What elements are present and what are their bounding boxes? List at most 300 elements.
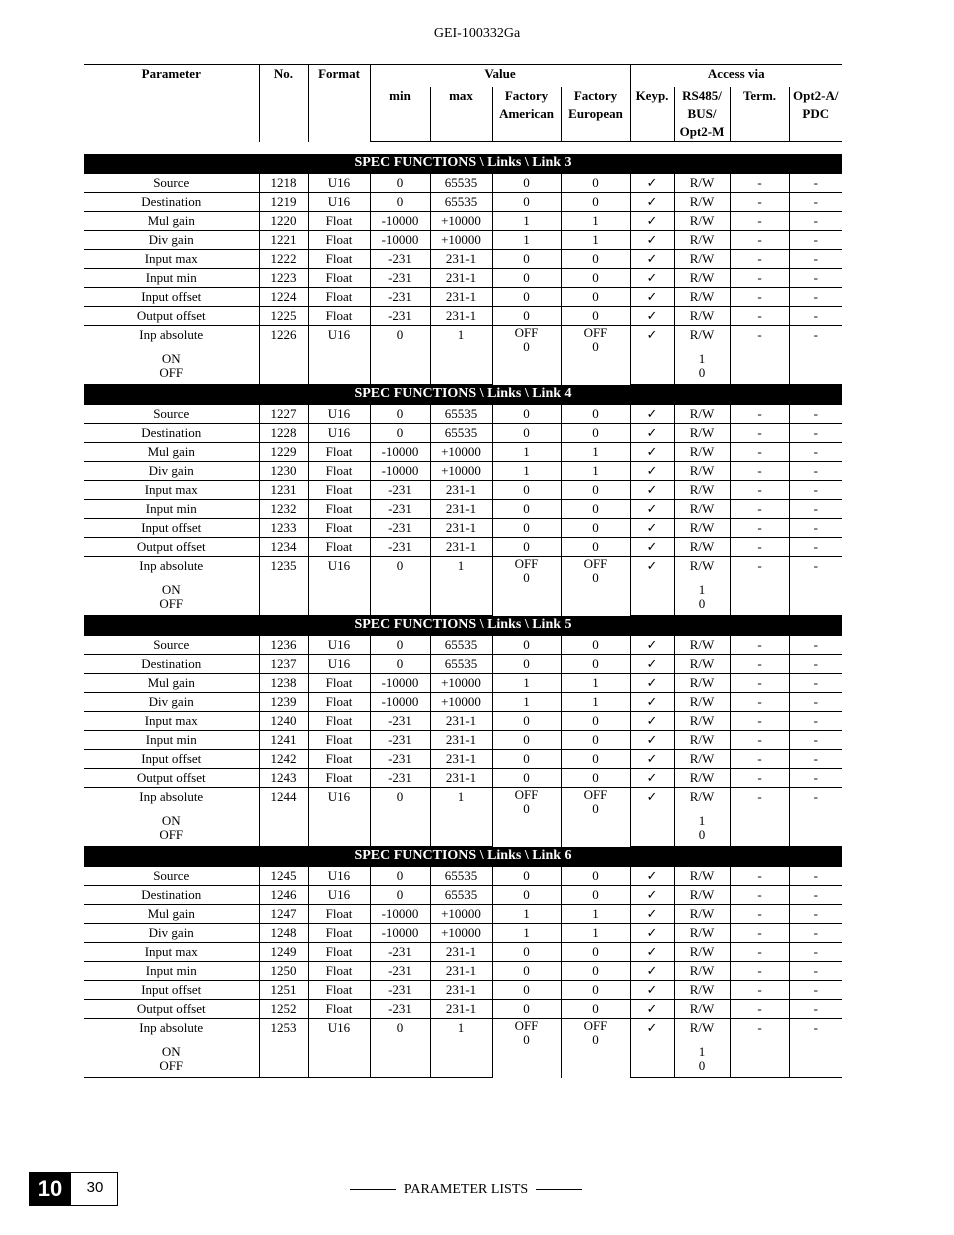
cell-format: Float xyxy=(308,769,370,788)
cell-opt: - xyxy=(789,405,842,424)
cell-rs: R/W xyxy=(674,405,730,424)
cell-max: 231-1 xyxy=(430,943,492,962)
cell-fe: 0 xyxy=(561,307,630,326)
cell-max-empty xyxy=(430,583,492,616)
cell-fe: 1 xyxy=(561,924,630,943)
cell-opt: - xyxy=(789,750,842,769)
cell-fe: 0 xyxy=(561,636,630,655)
cell-rs: R/W xyxy=(674,462,730,481)
cell-rs: R/W xyxy=(674,481,730,500)
cell-no: 1240 xyxy=(259,712,308,731)
cell-name: Destination xyxy=(84,424,259,443)
col-max: max xyxy=(430,87,492,142)
cell-keyp: ✓ xyxy=(630,905,674,924)
cell-max: 231-1 xyxy=(430,750,492,769)
cell-opt: - xyxy=(789,693,842,712)
cell-min: -231 xyxy=(370,750,430,769)
cell-max: 231-1 xyxy=(430,1000,492,1019)
cell-rs: R/W xyxy=(674,307,730,326)
table-row xyxy=(84,288,842,307)
cell-fa xyxy=(492,788,561,847)
cell-max: 231-1 xyxy=(430,962,492,981)
table-header xyxy=(84,65,842,142)
col-min: min xyxy=(370,87,430,142)
cell-term: - xyxy=(730,231,789,250)
enum-labels xyxy=(84,583,259,616)
cell-no: 1243 xyxy=(259,769,308,788)
cell-name: Source xyxy=(84,867,259,886)
cell-keyp-empty xyxy=(630,814,674,847)
cell-no: 1226 xyxy=(259,326,308,353)
cell-opt: - xyxy=(789,212,842,231)
enum-labels xyxy=(84,814,259,847)
footer-title-text: PARAMETER LISTS xyxy=(403,1182,529,1197)
cell-keyp: ✓ xyxy=(630,962,674,981)
cell-format: Float xyxy=(308,500,370,519)
cell-fa: 0 xyxy=(492,712,561,731)
cell-no: 1229 xyxy=(259,443,308,462)
cell-fe: 0 xyxy=(561,269,630,288)
cell-name: Output offset xyxy=(84,538,259,557)
cell-keyp: ✓ xyxy=(630,424,674,443)
cell-min: -231 xyxy=(370,481,430,500)
cell-opt: - xyxy=(789,962,842,981)
table-row xyxy=(84,636,842,655)
cell-fe: 0 xyxy=(561,538,630,557)
cell-term: - xyxy=(730,788,789,815)
cell-fe-text: OFF xyxy=(583,325,608,340)
cell-max: 231-1 xyxy=(430,538,492,557)
cell-format: U16 xyxy=(308,193,370,212)
section-title: SPEC FUNCTIONS \ Links \ Link 5 xyxy=(84,616,842,637)
table-row xyxy=(84,981,842,1000)
enum-value-on: 1 xyxy=(698,1044,706,1059)
section-gap xyxy=(84,142,842,155)
cell-fa: 1 xyxy=(492,231,561,250)
cell-name: Input min xyxy=(84,269,259,288)
cell-no: 1250 xyxy=(259,962,308,981)
cell-opt: - xyxy=(789,500,842,519)
enum-label-off: OFF xyxy=(159,365,184,380)
cell-fa: 1 xyxy=(492,905,561,924)
cell-min-empty xyxy=(370,583,430,616)
cell-format: Float xyxy=(308,693,370,712)
cell-opt: - xyxy=(789,231,842,250)
cell-keyp: ✓ xyxy=(630,674,674,693)
cell-rs: R/W xyxy=(674,557,730,584)
cell-name: Inp absolute xyxy=(139,558,204,573)
cell-no: 1218 xyxy=(259,174,308,193)
cell-max: 231-1 xyxy=(430,307,492,326)
enum-labels xyxy=(84,1045,259,1078)
cell-keyp: ✓ xyxy=(630,174,674,193)
cell-max: 231-1 xyxy=(430,481,492,500)
cell-no: 1244 xyxy=(259,788,308,815)
cell-term-empty xyxy=(730,352,789,385)
cell-format: Float xyxy=(308,307,370,326)
table-row xyxy=(84,886,842,905)
cell-no: 1252 xyxy=(259,1000,308,1019)
cell-term: - xyxy=(730,424,789,443)
footer-rule-left xyxy=(350,1189,396,1190)
cell-term: - xyxy=(730,519,789,538)
cell-keyp: ✓ xyxy=(630,943,674,962)
cell-format: Float xyxy=(308,943,370,962)
cell-name: Destination xyxy=(84,655,259,674)
cell-format: Float xyxy=(308,712,370,731)
cell-fa: 0 xyxy=(492,307,561,326)
cell-name: Destination xyxy=(84,193,259,212)
footer-title xyxy=(340,1182,592,1198)
cell-max: 231-1 xyxy=(430,769,492,788)
cell-max-empty xyxy=(430,352,492,385)
table-row xyxy=(84,443,842,462)
cell-keyp: ✓ xyxy=(630,326,674,353)
cell-min: 0 xyxy=(370,424,430,443)
cell-fa: 0 xyxy=(492,538,561,557)
cell-fa-value: 0 xyxy=(523,339,530,354)
cell-min: -231 xyxy=(370,943,430,962)
table-row-absolute-values xyxy=(84,583,842,616)
cell-term: - xyxy=(730,212,789,231)
cell-fa: 0 xyxy=(492,174,561,193)
cell-term: - xyxy=(730,712,789,731)
cell-term: - xyxy=(730,636,789,655)
cell-min: -231 xyxy=(370,731,430,750)
cell-no-empty xyxy=(259,583,308,616)
cell-fe: 0 xyxy=(561,731,630,750)
enum-label-off: OFF xyxy=(159,827,184,842)
cell-rs: R/W xyxy=(674,886,730,905)
cell-fe: 0 xyxy=(561,886,630,905)
cell-min: -231 xyxy=(370,250,430,269)
cell-min: -10000 xyxy=(370,674,430,693)
enum-value-off: 0 xyxy=(698,827,706,842)
cell-term: - xyxy=(730,250,789,269)
cell-no: 1242 xyxy=(259,750,308,769)
cell-no: 1246 xyxy=(259,886,308,905)
cell-format: U16 xyxy=(308,636,370,655)
table-row xyxy=(84,519,842,538)
cell-min: -231 xyxy=(370,519,430,538)
cell-min: -231 xyxy=(370,307,430,326)
cell-max-empty xyxy=(430,814,492,847)
cell-term: - xyxy=(730,500,789,519)
cell-keyp: ✓ xyxy=(630,405,674,424)
cell-name: Source xyxy=(84,636,259,655)
cell-fa: 0 xyxy=(492,636,561,655)
enum-value-off: 0 xyxy=(698,596,706,611)
cell-opt: - xyxy=(789,788,842,815)
cell-min: -10000 xyxy=(370,443,430,462)
cell-keyp: ✓ xyxy=(630,269,674,288)
cell-term: - xyxy=(730,462,789,481)
cell-fe: 0 xyxy=(561,250,630,269)
cell-no: 1224 xyxy=(259,288,308,307)
col-format: Format xyxy=(308,65,370,142)
table-row xyxy=(84,655,842,674)
cell-rs: R/W xyxy=(674,443,730,462)
cell-opt-empty xyxy=(789,583,842,616)
cell-fa-value: 0 xyxy=(523,1032,530,1047)
cell-format: Float xyxy=(308,481,370,500)
cell-fa: 1 xyxy=(492,674,561,693)
cell-term: - xyxy=(730,193,789,212)
cell-format: Float xyxy=(308,962,370,981)
cell-format: Float xyxy=(308,462,370,481)
cell-no: 1223 xyxy=(259,269,308,288)
cell-fe-text: OFF xyxy=(583,556,608,571)
cell-format: Float xyxy=(308,1000,370,1019)
cell-fa: 0 xyxy=(492,424,561,443)
cell-min: -231 xyxy=(370,981,430,1000)
col-rs485: RS485/ BUS/ Opt2-M xyxy=(674,87,730,142)
cell-max: +10000 xyxy=(430,674,492,693)
cell-name: Input offset xyxy=(84,750,259,769)
cell-min: 0 xyxy=(370,193,430,212)
cell-name: Input max xyxy=(84,943,259,962)
page-number: 30 xyxy=(86,1179,104,1196)
section-header xyxy=(84,616,842,637)
cell-max: 65535 xyxy=(430,174,492,193)
cell-fe xyxy=(561,326,630,385)
section-title: SPEC FUNCTIONS \ Links \ Link 4 xyxy=(84,385,842,406)
cell-format: Float xyxy=(308,731,370,750)
cell-opt: - xyxy=(789,1019,842,1046)
cell-max: 65535 xyxy=(430,636,492,655)
cell-fa: 1 xyxy=(492,462,561,481)
cell-opt: - xyxy=(789,250,842,269)
cell-max: 1 xyxy=(430,1019,492,1046)
table-row xyxy=(84,424,842,443)
enum-value-off: 0 xyxy=(698,365,706,380)
cell-no: 1249 xyxy=(259,943,308,962)
cell-no: 1248 xyxy=(259,924,308,943)
cell-rs: R/W xyxy=(674,269,730,288)
cell-term: - xyxy=(730,905,789,924)
cell-keyp: ✓ xyxy=(630,557,674,584)
cell-rs: R/W xyxy=(674,693,730,712)
cell-min: 0 xyxy=(370,326,430,353)
cell-rs: R/W xyxy=(674,712,730,731)
cell-term: - xyxy=(730,981,789,1000)
cell-keyp: ✓ xyxy=(630,500,674,519)
cell-keyp: ✓ xyxy=(630,538,674,557)
enum-value-on: 1 xyxy=(698,582,706,597)
table-row xyxy=(84,905,842,924)
cell-format: U16 xyxy=(308,557,370,584)
cell-fa: 0 xyxy=(492,405,561,424)
cell-keyp: ✓ xyxy=(630,250,674,269)
cell-fe: 1 xyxy=(561,674,630,693)
cell-no: 1220 xyxy=(259,212,308,231)
table-body xyxy=(84,142,842,1078)
cell-fe: 0 xyxy=(561,500,630,519)
cell-opt: - xyxy=(789,1000,842,1019)
cell-fe: 0 xyxy=(561,769,630,788)
cell-opt: - xyxy=(789,867,842,886)
table-row xyxy=(84,212,842,231)
cell-min: 0 xyxy=(370,867,430,886)
cell-opt: - xyxy=(789,557,842,584)
cell-opt: - xyxy=(789,924,842,943)
cell-max-empty xyxy=(430,1045,492,1078)
cell-format: U16 xyxy=(308,655,370,674)
cell-opt: - xyxy=(789,905,842,924)
cell-term-empty xyxy=(730,814,789,847)
cell-max: +10000 xyxy=(430,462,492,481)
cell-format: U16 xyxy=(308,1019,370,1046)
cell-opt: - xyxy=(789,943,842,962)
cell-max: 65535 xyxy=(430,193,492,212)
cell-fe: 0 xyxy=(561,405,630,424)
cell-min: 0 xyxy=(370,405,430,424)
cell-term: - xyxy=(730,1000,789,1019)
cell-fa xyxy=(492,326,561,385)
cell-format: Float xyxy=(308,269,370,288)
cell-opt: - xyxy=(789,538,842,557)
cell-min: -231 xyxy=(370,500,430,519)
cell-max: 1 xyxy=(430,557,492,584)
cell-term: - xyxy=(730,288,789,307)
cell-min: -10000 xyxy=(370,462,430,481)
cell-fe: 0 xyxy=(561,193,630,212)
cell-no: 1237 xyxy=(259,655,308,674)
cell-max: +10000 xyxy=(430,231,492,250)
cell-term: - xyxy=(730,557,789,584)
cell-opt: - xyxy=(789,981,842,1000)
col-factory-american: Factory American xyxy=(492,87,561,142)
cell-name: Inp absolute xyxy=(139,327,204,342)
cell-max: 1 xyxy=(430,788,492,815)
cell-no: 1233 xyxy=(259,519,308,538)
cell-fe xyxy=(561,788,630,847)
cell-keyp: ✓ xyxy=(630,981,674,1000)
enum-value-on: 1 xyxy=(698,813,706,828)
cell-min: -10000 xyxy=(370,693,430,712)
cell-no: 1238 xyxy=(259,674,308,693)
table-row xyxy=(84,481,842,500)
cell-format: Float xyxy=(308,905,370,924)
cell-min: 0 xyxy=(370,788,430,815)
cell-fa: 0 xyxy=(492,981,561,1000)
cell-fa-value: 0 xyxy=(523,801,530,816)
cell-opt: - xyxy=(789,712,842,731)
cell-format: Float xyxy=(308,443,370,462)
cell-fa-value: 0 xyxy=(523,570,530,585)
cell-format-empty xyxy=(308,814,370,847)
cell-no: 1231 xyxy=(259,481,308,500)
cell-opt: - xyxy=(789,731,842,750)
col-value: Value xyxy=(370,65,630,88)
cell-max: 65535 xyxy=(430,424,492,443)
cell-no-empty xyxy=(259,814,308,847)
cell-format: U16 xyxy=(308,174,370,193)
section-title: SPEC FUNCTIONS \ Links \ Link 3 xyxy=(84,154,842,174)
cell-term: - xyxy=(730,731,789,750)
cell-fe-text: OFF xyxy=(583,1018,608,1033)
cell-opt-empty xyxy=(789,1045,842,1078)
cell-fe: 0 xyxy=(561,712,630,731)
cell-fa: 0 xyxy=(492,731,561,750)
cell-min: -231 xyxy=(370,1000,430,1019)
cell-fa: 0 xyxy=(492,655,561,674)
table-row xyxy=(84,307,842,326)
cell-fa-text: OFF xyxy=(514,787,539,802)
cell-fa xyxy=(492,557,561,616)
cell-min: -231 xyxy=(370,538,430,557)
cell-term: - xyxy=(730,174,789,193)
cell-opt: - xyxy=(789,886,842,905)
enum-label-off: OFF xyxy=(159,596,184,611)
cell-keyp: ✓ xyxy=(630,886,674,905)
cell-keyp: ✓ xyxy=(630,307,674,326)
cell-name: Output offset xyxy=(84,307,259,326)
cell-rs: R/W xyxy=(674,905,730,924)
cell-rs: R/W xyxy=(674,519,730,538)
cell-term: - xyxy=(730,307,789,326)
cell-format: Float xyxy=(308,250,370,269)
cell-min: -231 xyxy=(370,962,430,981)
cell-max: 231-1 xyxy=(430,712,492,731)
table-row xyxy=(84,462,842,481)
col-no: No. xyxy=(259,65,308,142)
cell-opt: - xyxy=(789,307,842,326)
table-row xyxy=(84,731,842,750)
cell-rs: R/W xyxy=(674,788,730,815)
cell-keyp: ✓ xyxy=(630,867,674,886)
cell-fe: 0 xyxy=(561,981,630,1000)
cell-min: -231 xyxy=(370,288,430,307)
cell-min: 0 xyxy=(370,557,430,584)
cell-min: 0 xyxy=(370,886,430,905)
cell-rs: R/W xyxy=(674,867,730,886)
cell-no: 1221 xyxy=(259,231,308,250)
table-row xyxy=(84,500,842,519)
cell-fa: 1 xyxy=(492,443,561,462)
cell-max: 231-1 xyxy=(430,731,492,750)
cell-fa-text: OFF xyxy=(514,556,539,571)
enum-label-on: ON xyxy=(161,582,181,597)
cell-term: - xyxy=(730,538,789,557)
cell-fe: 0 xyxy=(561,943,630,962)
document-id: GEI-100332Ga xyxy=(433,26,521,41)
cell-name: Mul gain xyxy=(84,905,259,924)
col-opt2: Opt2-A/ PDC xyxy=(789,87,842,142)
cell-format: Float xyxy=(308,231,370,250)
cell-no: 1239 xyxy=(259,693,308,712)
cell-name: Div gain xyxy=(84,924,259,943)
cell-no: 1219 xyxy=(259,193,308,212)
cell-rs: R/W xyxy=(674,288,730,307)
cell-no: 1253 xyxy=(259,1019,308,1046)
enum-labels xyxy=(84,352,259,385)
cell-opt: - xyxy=(789,326,842,353)
cell-max: 231-1 xyxy=(430,269,492,288)
cell-name: Div gain xyxy=(84,462,259,481)
cell-max: +10000 xyxy=(430,212,492,231)
cell-min-empty xyxy=(370,352,430,385)
cell-keyp: ✓ xyxy=(630,1000,674,1019)
cell-fe: 1 xyxy=(561,693,630,712)
cell-rs: R/W xyxy=(674,1019,730,1046)
cell-term: - xyxy=(730,326,789,353)
cell-keyp: ✓ xyxy=(630,750,674,769)
cell-fa: 0 xyxy=(492,269,561,288)
cell-fe: 0 xyxy=(561,424,630,443)
cell-min: -231 xyxy=(370,712,430,731)
cell-keyp-empty xyxy=(630,583,674,616)
